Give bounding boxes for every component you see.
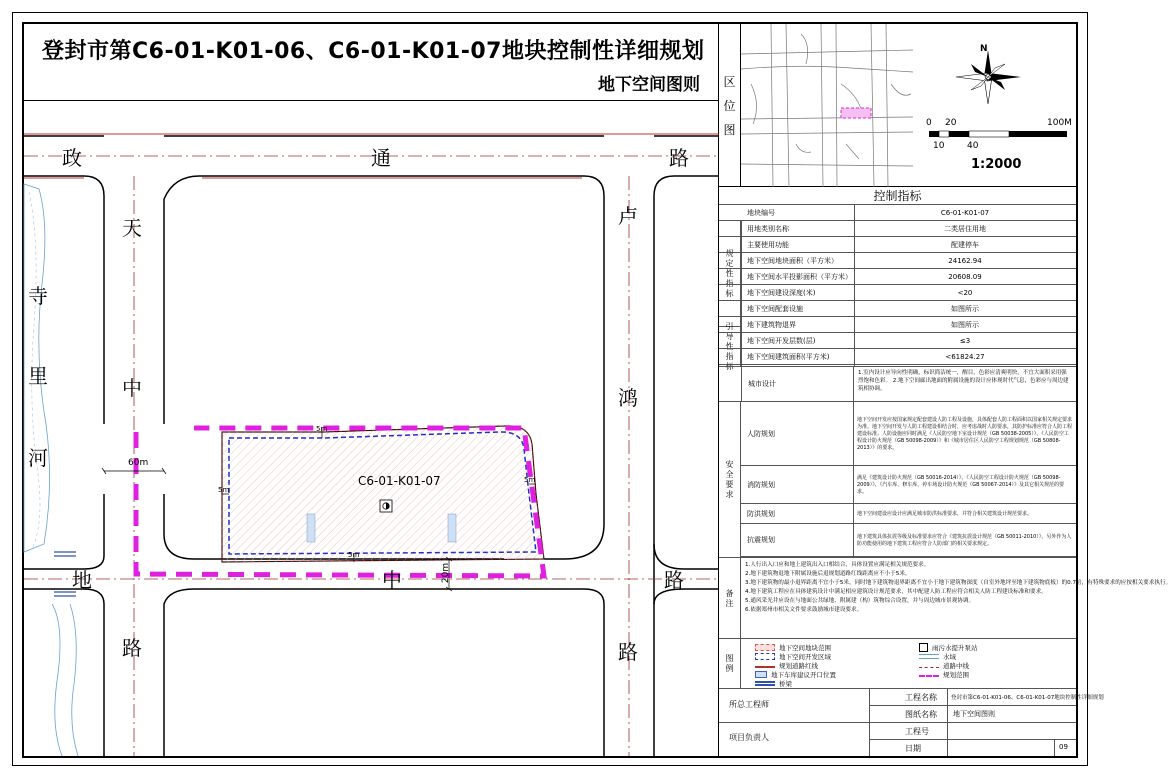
control-row bbox=[719, 285, 1076, 301]
legend-symbol-icon bbox=[755, 644, 775, 651]
control-row bbox=[719, 237, 1076, 253]
road-name-right-2: 鸿 bbox=[618, 386, 638, 410]
road-name-bottom-2: 中 bbox=[382, 568, 402, 592]
control-row bbox=[719, 333, 1076, 349]
setback-bottom-label: 5m bbox=[348, 551, 360, 559]
loc-label-1: 区 bbox=[723, 74, 736, 89]
river-name-1: 寺 bbox=[28, 284, 48, 308]
control-row-key: 地下空间配套设施 bbox=[747, 304, 803, 313]
legend-symbol-icon bbox=[755, 671, 767, 678]
footer-project-name: 登封市第C6-01-K01-06、C6-01-K01-07地块控制性详细规划 bbox=[951, 695, 1104, 701]
legend-label: 雨污水提升泵站 bbox=[932, 644, 978, 652]
safety-row-key: 防洪规划 bbox=[741, 504, 854, 523]
footer-drawing-name: 地下空间图则 bbox=[953, 710, 995, 718]
legend-symbol-icon bbox=[919, 667, 939, 668]
legend-symbol-icon bbox=[755, 653, 775, 660]
city-design-row bbox=[719, 366, 1076, 402]
right-panel bbox=[719, 24, 1171, 756]
legend-label: 道路中线 bbox=[943, 662, 969, 670]
road-name-top-1: 政 bbox=[62, 146, 82, 170]
control-row bbox=[719, 301, 1076, 317]
road-name-left-1: 天 bbox=[122, 216, 142, 240]
control-row-key: 地下空间水平投影面积（平方米） bbox=[747, 272, 852, 281]
scale-tick-40: 40 bbox=[967, 141, 979, 151]
road-name-right-1: 卢 bbox=[618, 204, 638, 228]
scale-bar bbox=[927, 128, 1072, 142]
drawing-title: 登封市第C6-01-K01-06、C6-01-K01-07地块控制性详细规划 bbox=[42, 39, 705, 64]
control-row-key: 地下空间建设深度(米) bbox=[747, 288, 816, 297]
road-name-right-bottom: 路 bbox=[618, 640, 638, 664]
parcel-code: C6-01-K01-07 bbox=[358, 474, 441, 488]
legend-item bbox=[755, 652, 831, 661]
location-map bbox=[719, 24, 1076, 187]
footer-chief-engineer-label: 所总工程师 bbox=[729, 700, 769, 709]
scale-tick-10: 10 bbox=[933, 141, 945, 151]
legend-label: 地下空间开发区域 bbox=[779, 653, 831, 661]
note-item: 2.地下建筑物退地下附属设施后退规划道路红线距离应不小于5米。 bbox=[745, 571, 911, 577]
footer-section bbox=[719, 689, 1104, 756]
control-row-key: 用地类别名称 bbox=[747, 224, 789, 233]
control-row-value: <61824.27 bbox=[945, 352, 985, 361]
road-name-bottom-3: 路 bbox=[664, 568, 684, 592]
legend-symbol-icon bbox=[919, 643, 928, 652]
city-design-label: 城市设计 bbox=[741, 367, 854, 401]
legend-label: 水域 bbox=[943, 653, 956, 661]
footer-project-lead-label: 项目负责人 bbox=[729, 733, 769, 742]
safety-row-key: 人防规划 bbox=[741, 402, 854, 465]
group-guide-label: 引 导 性 指 标 bbox=[719, 326, 741, 366]
legend-label: 地下空间地块范围 bbox=[779, 644, 831, 652]
safety-group-label: 安 全 要 求 bbox=[719, 402, 741, 557]
legend-item bbox=[755, 643, 831, 652]
road-width-label-left: 60m bbox=[128, 458, 149, 468]
north-label: N bbox=[980, 44, 988, 54]
road-name-left-2: 中 bbox=[122, 376, 142, 400]
setback-right-label: 5m bbox=[524, 476, 536, 484]
legend-label: 地下车库建议开口位置 bbox=[771, 671, 836, 679]
note-item: 3.地下建筑物的最小退界距离不宜小于5米，同时地下建筑物退界距离不宜小于地下建筑物深度（自室外地坪至地下建筑物底板）的0.7倍，有特殊要求的应按相关要求执行。 bbox=[745, 580, 1171, 586]
legend-item bbox=[919, 670, 969, 679]
river-name-2: 里 bbox=[28, 364, 48, 388]
road-name-left-bottom: 路 bbox=[122, 636, 142, 660]
loc-label-2: 位 bbox=[723, 98, 736, 113]
setback-top-label: 5m bbox=[316, 425, 328, 433]
legend-item bbox=[755, 670, 836, 679]
legend-item bbox=[919, 652, 956, 661]
legend-item bbox=[755, 679, 792, 688]
control-row-key: 地下空间建筑面积(平方米) bbox=[747, 352, 830, 361]
scale-tick-0: 0 bbox=[926, 118, 932, 128]
north-arrow-icon bbox=[951, 42, 1026, 112]
safety-row-key: 抗震规划 bbox=[741, 524, 854, 556]
legend-item bbox=[919, 643, 978, 652]
safety-row bbox=[741, 504, 1076, 524]
safety-row-value: 地下建筑具体抗震等级及标准要求应符合《建筑抗震设计规范（GB 50011-2010）》，另外作为人防功能使用的地下建筑工程应符合人防部门的相关要求规定。 bbox=[857, 533, 1072, 547]
footer-project-no-label: 工程号 bbox=[905, 727, 929, 736]
control-heading: 控制指标 bbox=[719, 187, 1076, 205]
note-item: 4.地下建筑工程应在具体建筑设计中满足相应建筑设计规范要求，其中配建人防工程应符合相关人防工程建设标准和要求。 bbox=[745, 589, 1047, 595]
control-row-value: 20608.09 bbox=[948, 272, 982, 281]
safety-row bbox=[741, 402, 1076, 466]
road-name-top-2: 通 bbox=[371, 146, 391, 170]
control-row bbox=[719, 205, 1076, 221]
control-row bbox=[719, 221, 1076, 237]
road-name-top-3: 路 bbox=[669, 146, 689, 170]
note-item: 5.通风采光井应设在与地面公共绿地、附属建（构）筑物综合设置，并与周边城市景观协调。 bbox=[745, 598, 975, 604]
legend-group-label: 图 例 bbox=[719, 639, 741, 689]
control-row-key: 地下空间开发层数(层) bbox=[747, 336, 816, 345]
safety-row-value: 地下空间建设应设计应满足城市防洪标准要求，并符合相关建筑设计规范要求。 bbox=[857, 510, 1033, 517]
loc-label-3: 图 bbox=[723, 122, 736, 137]
legend-symbol-icon bbox=[755, 681, 775, 686]
note-item: 6.依据郑州市相关文件要求鼓励城市建设要求。 bbox=[745, 607, 863, 613]
legend-item bbox=[755, 661, 818, 670]
city-design-text: 1.室内设计应导向性明确，标识简洁统一，醒目，色彩应清爽明快，不宜大面积采用强烈饱和色彩。 2.地下空间廊出地面的附属设施的设计应体现时代气息，色彩应与周边建筑相协调。 bbox=[858, 370, 1069, 392]
location-map-label bbox=[719, 24, 741, 187]
control-row-key: 地下建筑物退界 bbox=[747, 320, 796, 329]
drawing-frame bbox=[22, 22, 1171, 758]
legend-symbol-icon bbox=[755, 666, 775, 668]
note-item: 1.人行出入口应和地上建筑出入口相结合，具体设置应满足相关规范要求。 bbox=[745, 562, 930, 568]
group-mandatory-label: 规 定 性 指 标 bbox=[719, 221, 741, 326]
footer-project-name-label: 工程名称 bbox=[905, 693, 937, 702]
map-area bbox=[24, 24, 719, 756]
road-width-label-bottom: 20m bbox=[441, 562, 452, 584]
control-row-value: C6-01-K01-07 bbox=[940, 208, 990, 217]
scale-tick-100: 100M bbox=[1047, 118, 1072, 128]
control-row-key: 地块编号 bbox=[747, 208, 775, 217]
notes-list bbox=[745, 561, 1171, 615]
setback-left-label: 5m bbox=[218, 486, 230, 494]
control-row-value: <20 bbox=[957, 288, 973, 297]
control-table bbox=[719, 205, 1076, 371]
legend-label: 规划道路红线 bbox=[779, 662, 818, 670]
control-row bbox=[719, 269, 1076, 285]
drawing-subtitle: 地下空间图则 bbox=[598, 75, 700, 95]
footer-page-number: 09 bbox=[1059, 743, 1068, 751]
notes-section bbox=[719, 557, 1171, 639]
safety-row-key: 消防规划 bbox=[741, 466, 854, 503]
legend-item bbox=[919, 661, 969, 670]
control-row bbox=[719, 253, 1076, 269]
legend-label: 规划范围 bbox=[943, 671, 969, 679]
legend-symbol-icon bbox=[919, 675, 939, 677]
control-row-value: ≤3 bbox=[959, 336, 971, 345]
notes-group-label: 备 注 bbox=[719, 558, 741, 640]
control-row-value: 配建停车 bbox=[951, 240, 979, 249]
control-row-value: 如图所示 bbox=[951, 320, 979, 329]
legend-label: 桥梁 bbox=[779, 680, 792, 688]
footer-drawing-name-label: 图纸名称 bbox=[905, 710, 937, 719]
scale-tick-20: 20 bbox=[945, 118, 957, 128]
safety-row bbox=[741, 524, 1076, 557]
road-name-bottom-1: 地 bbox=[72, 568, 92, 592]
control-row-value: 二类居住用地 bbox=[944, 224, 986, 233]
legend-symbol-icon bbox=[919, 654, 939, 659]
river-name-3: 河 bbox=[28, 446, 48, 470]
control-row bbox=[719, 317, 1076, 333]
scale-ratio: 1:2000 bbox=[971, 157, 1022, 172]
control-row-key: 主要使用功能 bbox=[747, 240, 789, 249]
safety-row-value: 地下空间开发应按国家规定配套建设人防工程及设施，具体配套人防工程面积以国家相关规定要求为准。地下空间开发与人防工程建设相结合时，应考虑战时人防要求，其防护标准应符合人防工程建设标准。人防设施应同时满足《人民防空地下室设计规范（GB 50038-2005）》、《人民防空工程设计防火规范（GB 50098-2009）》和《城市居住区人民防空工程规划规范（GB 50808-2013）》的要求。 bbox=[857, 416, 1073, 451]
safety-row-value: 满足《建筑设计防火规范（GB 50016-2014）》、《人民防空工程设计防火规范（GB 50098-2009）》、《汽车库、修车库、停车场设计防火规范（GB 50067-2014）》及其它相关规范的要求。 bbox=[857, 474, 1065, 495]
footer-date-label: 日期 bbox=[905, 744, 921, 753]
safety-row bbox=[741, 466, 1076, 504]
safety-section bbox=[719, 402, 1076, 557]
control-row bbox=[719, 349, 1076, 365]
control-row-value: 24162.94 bbox=[948, 256, 982, 265]
parcel-boundary bbox=[222, 426, 544, 562]
legend-section bbox=[719, 639, 1076, 689]
location-mini-map bbox=[741, 24, 913, 187]
control-row-value: 如图所示 bbox=[951, 304, 979, 313]
control-row-key: 地下空间地块面积（平方米） bbox=[747, 256, 838, 265]
